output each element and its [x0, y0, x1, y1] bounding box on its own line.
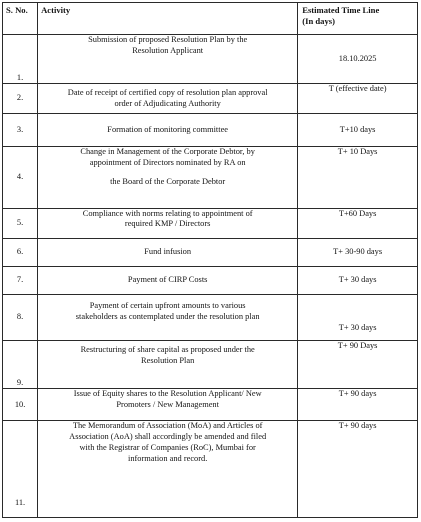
- row-activity: [38, 341, 298, 389]
- activity-line: Promoters / New Management: [116, 400, 219, 410]
- activity-line: Payment of CIRP Costs: [127, 275, 208, 285]
- table-row: [3, 239, 418, 267]
- row-sno: 2.: [3, 84, 38, 114]
- header-activity: Activity: [38, 3, 298, 35]
- row-sno: 3.: [3, 114, 38, 147]
- table-header-row: [3, 3, 418, 35]
- row-sno: 1.: [3, 35, 38, 84]
- row-timeline: T+ 90 days: [298, 389, 418, 421]
- activity-line: Issue of Equity shares to the Resolution Applicant/ New: [73, 389, 262, 399]
- row-sno: 4.: [3, 146, 38, 208]
- activity-line: Restructuring of share capital as proposed under the: [80, 345, 255, 355]
- activity-line: Date of receipt of certified copy of resolution plan approval: [67, 87, 268, 97]
- activity-line: Compliance with norms relating to appointment of: [82, 208, 253, 218]
- row-timeline: T+ 10 Days: [298, 146, 418, 208]
- row-sno: 9.: [3, 341, 38, 389]
- activity-line: The Memorandum of Association (MoA) and Articles of: [72, 421, 263, 431]
- row-activity: [38, 421, 298, 518]
- table-row: [3, 84, 418, 114]
- activity-line: Resolution Applicant: [132, 45, 204, 55]
- row-timeline: T+ 30-90 days: [298, 239, 418, 267]
- header-timeline-line1: Estimated Time Line: [302, 5, 380, 15]
- header-timeline: [298, 3, 418, 35]
- resolution-plan-timeline-table: [2, 2, 418, 518]
- table-row: [3, 146, 418, 208]
- activity-line: Formation of monitoring committee: [107, 124, 229, 134]
- row-activity: [38, 239, 298, 267]
- row-sno: 5.: [3, 208, 38, 239]
- row-activity: [38, 294, 298, 340]
- row-sno: 11.: [3, 421, 38, 518]
- activity-line: appointment of Directors nominated by RA on: [89, 157, 246, 167]
- activity-line: Payment of certain upfront amounts to various: [89, 300, 246, 310]
- row-activity: [38, 389, 298, 421]
- row-activity: [38, 84, 298, 114]
- row-sno: 10.: [3, 389, 38, 421]
- row-activity: [38, 114, 298, 147]
- activity-line: with the Registrar of Companies (RoC), Mumbai for: [79, 442, 256, 452]
- table-row: [3, 208, 418, 239]
- table-row: [3, 267, 418, 295]
- activity-line: Association (AoA) shall accordingly be amended and filed: [69, 432, 267, 442]
- table-row: [3, 294, 418, 340]
- row-timeline: 18.10.2025: [298, 35, 418, 84]
- activity-line: Submission of proposed Resolution Plan by the: [88, 35, 248, 44]
- row-timeline: T (effective date): [298, 84, 418, 114]
- row-activity: [38, 35, 298, 84]
- table-row: [3, 35, 418, 84]
- table-row: [3, 421, 418, 518]
- activity-line: stakeholders as contemplated under the resolution plan: [75, 311, 260, 321]
- row-sno: 7.: [3, 267, 38, 295]
- activity-line: order of Adjudicating Authority: [114, 98, 221, 108]
- row-timeline: T+ 90 days: [298, 421, 418, 518]
- activity-line: the Board of the Corporate Debtor: [110, 177, 226, 187]
- row-timeline: T+ 30 days: [298, 294, 418, 340]
- activity-line: information and record.: [128, 453, 208, 463]
- row-timeline: T+ 30 days: [298, 267, 418, 295]
- row-activity: [38, 208, 298, 239]
- row-sno: 6.: [3, 239, 38, 267]
- row-sno: 8.: [3, 294, 38, 340]
- header-sno: S. No.: [3, 3, 38, 35]
- table-row: [3, 389, 418, 421]
- row-timeline: T+ 90 Days: [298, 341, 418, 389]
- activity-line: required KMP / Directors: [124, 219, 211, 229]
- row-activity: [38, 146, 298, 208]
- table-row: [3, 114, 418, 147]
- row-timeline: T+10 days: [298, 114, 418, 147]
- row-activity: [38, 267, 298, 295]
- row-timeline: T+60 Days: [298, 208, 418, 239]
- activity-line: Change in Management of the Corporate Debtor, by: [80, 146, 255, 156]
- table-row: [3, 341, 418, 389]
- activity-line: Resolution Plan: [141, 355, 195, 365]
- activity-line: Fund infusion: [144, 247, 192, 257]
- header-timeline-line2: (In days): [302, 16, 335, 26]
